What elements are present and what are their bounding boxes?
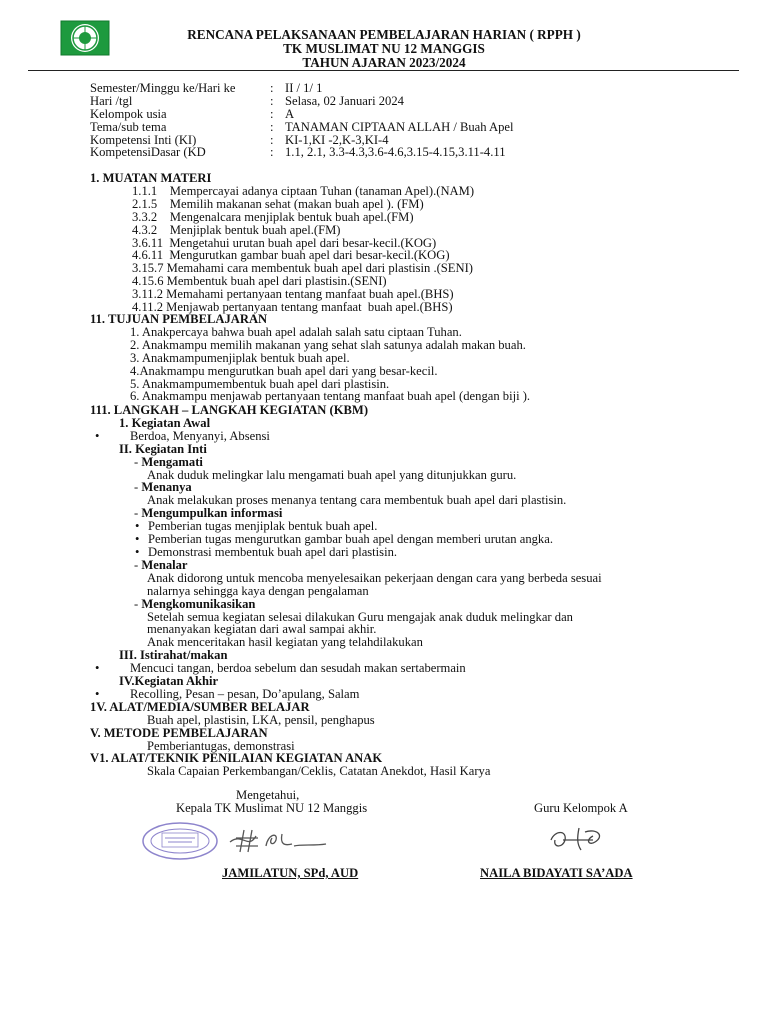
- section-title: 111. LANGKAH – LANGKAH KEGIATAN (KBM): [90, 403, 369, 417]
- list-item: 2. Anakmampu memilih makanan yang sehat slah satunya adalah makan buah.: [130, 337, 526, 352]
- list-item: 4.15.6 Membentuk buah apel dari plastisin.(SENI): [132, 274, 387, 289]
- list-item: • Pemberian tugas menjiplak bentuk buah apel.: [130, 520, 760, 533]
- section-materi: [90, 172, 750, 314]
- komunikasi-text-1: Setelah semua kegiatan selesai dilakukan Guru mengajak anak duduk melingkar dan: [147, 609, 573, 624]
- kegiatan-inti-title: II. Kegiatan Inti: [119, 441, 207, 456]
- section-tujuan: [90, 313, 750, 403]
- kepala-signature-icon: [222, 824, 332, 856]
- meta-colon: :: [270, 106, 274, 121]
- menalar-heading: - Menalar: [134, 557, 188, 572]
- list-item: 4.11.2 Menjawab pertanyaan tentang manfaat buah apel.(BHS): [132, 300, 453, 315]
- meta-table: [90, 82, 514, 159]
- mengumpulkan-heading: - Mengumpulkan informasi: [134, 506, 283, 521]
- meta-colon: :: [270, 119, 274, 134]
- meta-colon: :: [270, 145, 274, 160]
- meta-key: Tema/sub tema: [90, 119, 167, 134]
- materi-list: [90, 185, 750, 314]
- list-item: 1.1.1 Mempercayai adanya ciptaan Tuhan (tanaman Apel).(NAM): [132, 183, 475, 198]
- list-item: 3.6.11 Mengetahui urutan buah apel dari besar-kecil.(KOG): [132, 235, 437, 250]
- meta-value: A: [285, 106, 295, 121]
- list-item: 4.Anakmampu mengurutkan buah apel dari yang besar-kecil.: [130, 363, 438, 378]
- meta-value: Selasa, 02 Januari 2024: [285, 93, 404, 108]
- list-item: 3. Anakmampumenjiplak bentuk buah apel.: [130, 350, 350, 365]
- guru-label: Guru Kelompok A: [534, 801, 628, 815]
- meta-value: II / 1/ 1: [285, 81, 323, 95]
- tujuan-list: [90, 326, 750, 403]
- official-stamp-icon: [140, 820, 220, 862]
- list-item: • Demonstrasi membentuk buah apel dari plastisin.: [130, 546, 760, 559]
- mengetahui-label: Mengetahui,: [236, 788, 300, 802]
- mengamati-text: Anak duduk melingkar lalu mengamati buah apel yang ditunjukkan guru.: [147, 467, 517, 482]
- kepala-label: Kepala TK Muslimat NU 12 Manggis: [176, 801, 368, 815]
- meta-colon: :: [270, 81, 274, 95]
- meta-row: [90, 82, 514, 95]
- list-item: • Berdoa, Menyanyi, Absensi: [90, 430, 760, 443]
- meta-key: Kompetensi Inti (KI): [90, 132, 197, 147]
- menanya-heading: - Menanya: [134, 480, 192, 495]
- list-item: 3.15.7 Memahami cara membentuk buah apel dari plastisin .(SENI): [132, 261, 473, 276]
- metode-text: Pemberiantugas, demonstrasi: [147, 738, 295, 753]
- penilaian-text: Skala Capaian Perkembangan/Ceklis, Catatan Anekdot, Hasil Karya: [147, 764, 491, 779]
- meta-key: Semester/Minggu ke/Hari ke: [90, 81, 236, 95]
- kepala-name: JAMILATUN, SPd, AUD: [222, 866, 359, 880]
- meta-key: Hari /tgl: [90, 93, 133, 108]
- komunikasi-text-3: Anak menceritakan hasil kegiatan yang telahdilakukan: [147, 635, 423, 650]
- doc-title-line2: TK MUSLIMAT NU 12 MANGGIS: [283, 41, 485, 56]
- list-item: • Recolling, Pesan – pesan, Do’apulang, Salam: [90, 688, 760, 701]
- list-item: • Mencuci tangan, berdoa sebelum dan sesudah makan sertabermain: [90, 662, 760, 675]
- list-item: 6. Anakmampu menjawab pertanyaan tentang manfaat buah apel (dengan biji ).: [130, 389, 531, 404]
- meta-row: [90, 108, 514, 121]
- istirahat-title: III. Istirahat/makan: [119, 648, 228, 663]
- meta-key: KompetensiDasar (KD: [90, 145, 206, 160]
- mengumpulkan-list: [90, 520, 760, 559]
- menalar-text-2: nalarnya sehingga kaya dengan pengalaman: [147, 583, 369, 598]
- list-item: 4.6.11 Mengurutkan gambar buah apel dari besar-kecil.(KOG): [132, 248, 450, 263]
- meta-key: Kelompok usia: [90, 106, 167, 121]
- kegiatan-awal-title: 1. Kegiatan Awal: [119, 415, 211, 430]
- meta-row: [90, 121, 514, 134]
- komunikasi-heading: - Mengkomunikasikan: [134, 596, 256, 611]
- meta-row: [90, 146, 514, 159]
- meta-value: 1.1, 2.1, 3.3-4.3,3.6-4.6,3.15-4.15,3.11-4.11: [285, 145, 506, 160]
- section-title-metode: V. METODE PEMBELAJARAN: [90, 725, 268, 740]
- alat-text: Buah apel, plastisin, LKA, pensil, penghapus: [147, 712, 375, 727]
- doc-title-line1: RENCANA PELAKSANAAN PEMBELAJARAN HARIAN ( RPPH ): [187, 27, 581, 42]
- mengamati-heading: - Mengamati: [134, 454, 203, 469]
- header-divider: [28, 70, 739, 71]
- list-item: 3.11.2 Memahami pertanyaan tentang manfaat buah apel.(BHS): [132, 287, 454, 302]
- meta-row: [90, 95, 514, 108]
- section-title: 1. MUATAN MATERI: [90, 171, 212, 185]
- doc-title-line3: TAHUN AJARAN 2023/2024: [302, 55, 466, 70]
- section-kbm: [90, 404, 760, 778]
- meta-colon: :: [270, 132, 274, 147]
- list-item: • Pemberian tugas mengurutkan gambar buah apel dengan memberi urutan angka.: [130, 533, 760, 546]
- kegiatan-akhir-title: IV.Kegiatan Akhir: [119, 674, 219, 689]
- section-title: 11. TUJUAN PEMBELAJARAN: [90, 312, 268, 326]
- list-item: 5. Anakmampumembentuk buah apel dari plastisin.: [130, 376, 390, 391]
- meta-colon: :: [270, 93, 274, 108]
- section-title-penilaian: V1. ALAT/TEKNIK PENILAIAN KEGIATAN ANAK: [90, 751, 383, 766]
- meta-value: TANAMAN CIPTAAN ALLAH / Buah Apel: [285, 119, 514, 134]
- list-item: 2.1.5 Memilih makanan sehat (makan buah apel ). (FM): [132, 196, 424, 211]
- menanya-text: Anak melakukan proses menanya tentang cara membentuk buah apel dari plastisin.: [147, 493, 567, 508]
- list-item: 1. Anakpercaya bahwa buah apel adalah salah satu ciptaan Tuhan.: [130, 324, 462, 339]
- section-title-alat: 1V. ALAT/MEDIA/SUMBER BELAJAR: [90, 699, 310, 714]
- list-item: 4.3.2 Menjiplak bentuk buah apel.(FM): [132, 222, 341, 237]
- list-item: 3.3.2 Mengenalcara menjiplak bentuk buah apel.(FM): [132, 209, 414, 224]
- meta-value: KI-1,KI -2,K-3,KI-4: [285, 132, 389, 147]
- komunikasi-text-2: menanyakan kegiatan dari awal sampai akhir.: [147, 622, 377, 637]
- menalar-text-1: Anak didorong untuk mencoba menyelesaikan pekerjaan dengan cara yang berbeda sesuai: [147, 570, 602, 585]
- guru-name: NAILA BIDAYATI SA’ADA: [480, 866, 633, 880]
- guru-signature-icon: [545, 822, 615, 854]
